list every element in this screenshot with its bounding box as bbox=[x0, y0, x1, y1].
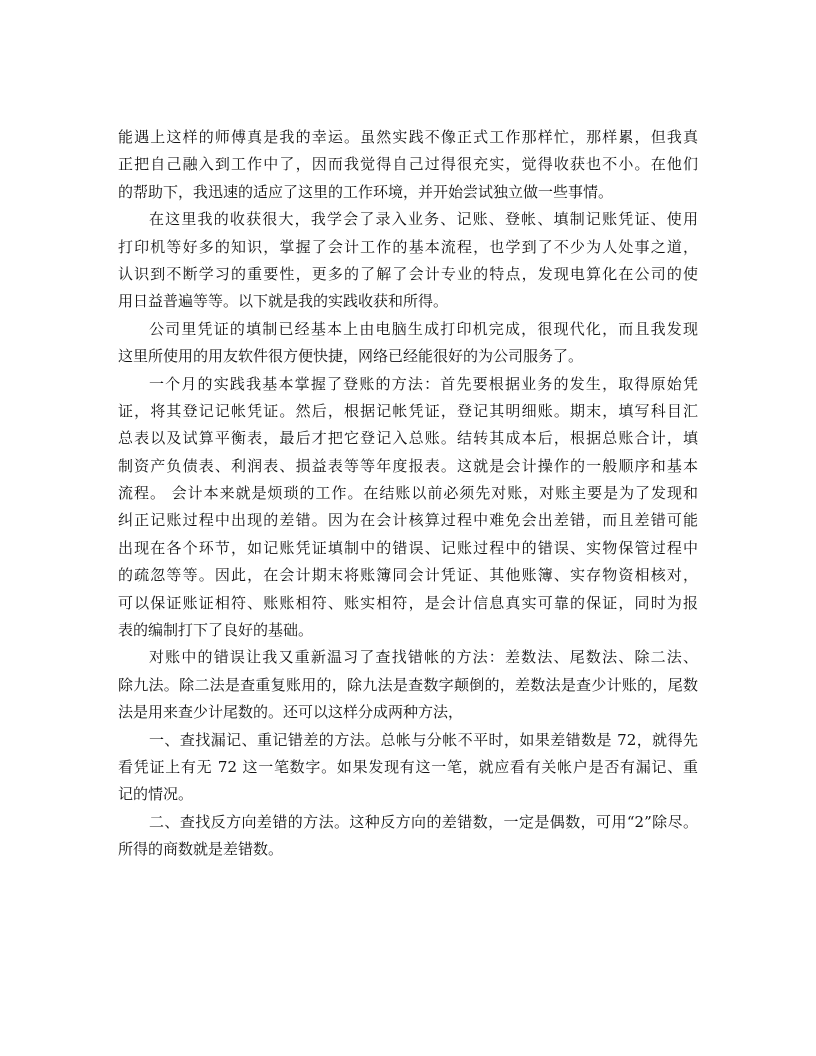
text-line: 制资产负债表、利润表、损益表等等年度报表。这就是会计操作的一般顺序和基本 bbox=[118, 456, 698, 475]
text-line: 纠正记账过程中出现的差错。因为在会计核算过程中难免会出差错，而且差错可能 bbox=[118, 511, 698, 530]
text-line: 能遇上这样的师傅真是我的幸运。虽然实践不像正式工作那样忙，那样累，但我真 bbox=[118, 128, 698, 146]
text-line: 除九法。除二法是查重复账用的，除九法是查数字颠倒的，差数法是查少计账的，尾数 bbox=[118, 675, 698, 694]
text-line: 可以保证账证相符、账账相符、账实相符，是会计信息真实可靠的保证，同时为报 bbox=[118, 593, 698, 612]
text-line: 的帮助下，我迅速的适应了这里的工作环境，并开始尝试独立做一些事情。 bbox=[118, 182, 614, 201]
text-line: 用日益普遍等等。以下就是我的实践收获和所得。 bbox=[118, 292, 449, 311]
text-line: 一、查找漏记、重记错差的方法。总帐与分帐不平时，如果差错数是 72，就得先 bbox=[149, 730, 698, 749]
text-line: 对账中的错误让我又重新温习了查找错帐的方法：差数法、尾数法、除二法、 bbox=[149, 648, 698, 667]
text-line: 的疏忽等等。因此，在会计期末将账簿同会计凭证、其他账簿、实存物资相核对， bbox=[118, 566, 698, 585]
text-line: 一个月的实践我基本掌握了登账的方法：首先要根据业务的发生，取得原始凭 bbox=[149, 374, 698, 393]
text-line: 证，将其登记记帐凭证。然后，根据记帐凭证，登记其明细账。期末，填写科目汇 bbox=[118, 401, 698, 420]
text-line: 所得的商数就是差错数。 bbox=[118, 840, 284, 859]
text-line: 表的编制打下了良好的基础。 bbox=[118, 621, 314, 640]
text-line: 二、查找反方向差错的方法。这种反方向的差错数，一定是偶数，可用“2”除尽。 bbox=[149, 812, 698, 831]
text-line: 公司里凭证的填制已经基本上由电脑生成打印机完成，很现代化，而且我发现 bbox=[149, 319, 698, 338]
text-line: 这里所使用的用友软件很方便快捷，网络已经能很好的为公司服务了。 bbox=[118, 347, 584, 366]
text-line: 出现在各个环节，如记账凭证填制中的错误、记账过程中的错误、实物保管过程中 bbox=[118, 538, 698, 557]
text-line: 流程。 会计本来就是烦琐的工作。在结账以前必须先对账，对账主要是为了发现和 bbox=[118, 484, 698, 503]
document-body bbox=[118, 124, 698, 864]
text-line: 法是用来查少计尾数的。还可以这样分成两种方法， bbox=[118, 703, 464, 722]
text-line: 打印机等好多的知识，掌握了会计工作的基本流程，也学到了不少为人处事之道， bbox=[118, 237, 698, 256]
text-line: 记的情况。 bbox=[118, 785, 194, 804]
text-line: 看凭证上有无 72 这一笔数字。如果发现有这一笔，就应看有关帐户是否有漏记、重 bbox=[118, 757, 698, 776]
text-line: 总表以及试算平衡表，最后才把它登记入总账。结转其成本后，根据总账合计，填 bbox=[118, 429, 698, 448]
text-line: 在这里我的收获很大，我学会了录入业务、记账、登帐、填制记账凭证、使用 bbox=[149, 210, 698, 229]
text-line: 正把自己融入到工作中了，因而我觉得自己过得很充实，觉得收获也不小。在他们 bbox=[118, 155, 698, 174]
text-line: 认识到不断学习的重要性，更多的了解了会计专业的特点，发现电算化在公司的使 bbox=[118, 264, 698, 283]
